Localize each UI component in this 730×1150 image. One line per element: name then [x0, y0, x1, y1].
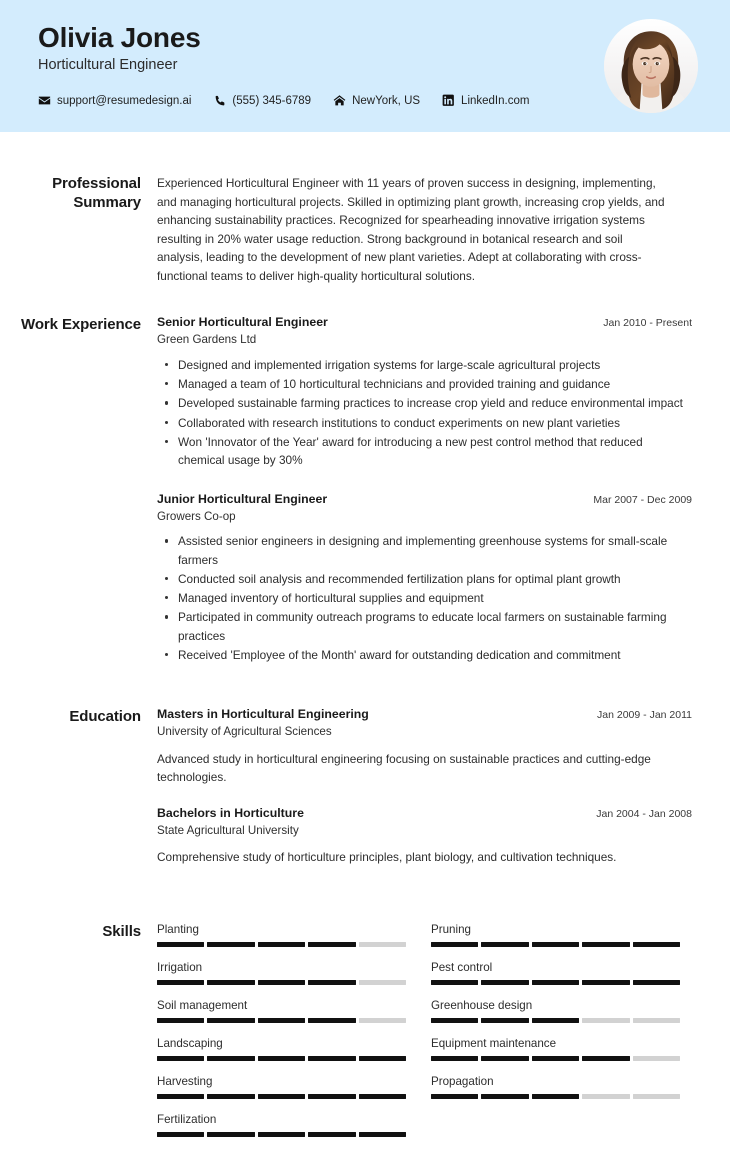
skill-rating-segment [359, 1018, 406, 1023]
skill-rating-segment [359, 1132, 406, 1137]
skill-rating-segment [157, 942, 204, 947]
skill-rating-segment [157, 1094, 204, 1099]
skill-rating-segment [207, 980, 254, 985]
skill-item [157, 1074, 406, 1099]
skill-rating-segment [633, 1056, 680, 1061]
education-entry-head [157, 707, 692, 723]
skill-rating-segment [481, 980, 528, 985]
skill-name: Planting [157, 922, 199, 936]
skill-name: Harvesting [157, 1074, 213, 1088]
skill-rating-segment [582, 1056, 629, 1061]
contact-linkedin[interactable] [442, 94, 529, 107]
experience-entry [157, 315, 692, 469]
skill-rating-segment [481, 1094, 528, 1099]
experience-job-title: Junior Horticultural Engineer [157, 491, 328, 506]
skill-name: Greenhouse design [431, 998, 533, 1012]
experience-entry-head [157, 315, 692, 331]
list-item: Collaborated with research institutions to conduct experiments on new plant varieties [178, 414, 686, 432]
skill-rating-segment [481, 942, 528, 947]
home-icon [333, 94, 346, 107]
contact-location-text: NewYork, US [352, 94, 421, 107]
email-icon [38, 94, 51, 107]
education-description: Advanced study in horticultural engineering focusing on sustainable practices and cutting-edge technologies. [157, 752, 651, 785]
experience-company: Growers Co-op [157, 509, 236, 523]
experience-bullet-list [157, 356, 692, 470]
skill-rating-segment [308, 942, 355, 947]
skill-item [157, 1036, 406, 1061]
experience-entry-head [157, 492, 692, 508]
skill-rating-segment [207, 1018, 254, 1023]
contact-location[interactable] [333, 94, 420, 107]
experience-job-title: Senior Horticultural Engineer [157, 315, 328, 330]
skill-rating-segment [359, 1094, 406, 1099]
skill-name: Pest control [431, 960, 493, 974]
skill-rating-segment [431, 1018, 478, 1023]
skill-rating-bar [157, 1018, 406, 1023]
skill-rating-segment [207, 1132, 254, 1137]
list-item: Managed a team of 10 horticultural technicians and provided training and guidance [178, 375, 686, 393]
skill-rating-segment [633, 942, 680, 947]
section-body-skills [157, 922, 692, 1150]
skill-rating-segment [532, 1094, 579, 1099]
list-item: Participated in community outreach programs to educate local farmers on sustainable farming practices [178, 608, 686, 645]
linkedin-icon [442, 94, 455, 107]
skill-rating-segment [481, 1056, 528, 1061]
section-body-summary [157, 174, 692, 285]
skill-rating-segment [308, 980, 355, 985]
contact-phone[interactable] [213, 94, 311, 107]
skill-rating-segment [359, 942, 406, 947]
section-label-skills: Skills [102, 922, 141, 940]
education-entry-head [157, 806, 692, 822]
list-item: Won 'Innovator of the Year' award for introducing a new pest control method that reduced chemical usage by 30% [178, 433, 686, 470]
education-description: Comprehensive study of horticulture principles, plant biology, and cultivation techniques. [157, 850, 617, 865]
skill-item [157, 922, 406, 947]
skill-rating-segment [157, 1056, 204, 1061]
list-item: Managed inventory of horticultural supplies and equipment [178, 589, 686, 607]
section-education [0, 707, 730, 878]
skill-item [157, 1112, 406, 1137]
experience-date-range: Mar 2007 - Dec 2009 [593, 493, 692, 506]
skill-rating-bar [431, 942, 680, 947]
skill-rating-segment [481, 1018, 528, 1023]
skill-rating-segment [582, 1094, 629, 1099]
skill-rating-segment [308, 1056, 355, 1061]
list-item: Developed sustainable farming practices to increase crop yield and reduce environmental impact [178, 394, 686, 412]
skill-rating-segment [532, 942, 579, 947]
skill-item [157, 960, 406, 985]
education-entry [157, 806, 692, 867]
education-institution: State Agricultural University [157, 823, 299, 837]
skill-name: Soil management [157, 998, 248, 1012]
skill-rating-segment [532, 1018, 579, 1023]
skill-rating-bar [157, 1132, 406, 1137]
avatar [604, 19, 698, 113]
list-item: Received 'Employee of the Month' award for outstanding dedication and commitment [178, 646, 686, 664]
education-date-range: Jan 2009 - Jan 2011 [597, 709, 692, 722]
skill-rating-segment [308, 1094, 355, 1099]
skill-name: Pruning [431, 922, 471, 936]
skill-item [431, 1036, 680, 1061]
candidate-name: Olivia Jones [38, 22, 201, 53]
summary-text: Experienced Horticultural Engineer with 11 years of proven success in designing, implementing, and managing horticultural projects. Skilled in optimizing plant growth, increasing crop yields, and enhancing sustainability practices. Recognized for spearheading innovative irrigation systems resulting in 20% water usage reduction. Strong background in botanical research and soil analysis, leading to the development of new plant varieties. Adept at collaborating with cross-functional teams to deliver high-quality horticultural solutions. [157, 176, 665, 283]
skill-rating-segment [582, 980, 629, 985]
skill-rating-bar [431, 1094, 680, 1099]
skill-rating-segment [258, 1056, 305, 1061]
skill-rating-bar [157, 942, 406, 947]
skill-rating-bar [431, 1056, 680, 1061]
list-item: Designed and implemented irrigation systems for large-scale agricultural projects [178, 356, 686, 374]
education-degree: Masters in Horticultural Engineering [157, 707, 369, 722]
contact-row [38, 94, 551, 107]
section-work-experience [0, 315, 730, 665]
skill-rating-bar [157, 1056, 406, 1061]
skill-rating-segment [207, 942, 254, 947]
skill-rating-bar [431, 1018, 680, 1023]
skill-rating-segment [633, 1094, 680, 1099]
skill-name: Equipment maintenance [431, 1036, 557, 1050]
education-date-range: Jan 2004 - Jan 2008 [596, 807, 692, 820]
list-item: Conducted soil analysis and recommended fertilization plans for optimal plant growth [178, 570, 686, 588]
list-item: Assisted senior engineers in designing and implementing greenhouse systems for small-scale farmers [178, 532, 686, 569]
phone-icon [213, 94, 226, 107]
section-label-experience: Work Experience [21, 316, 141, 334]
section-skills [0, 922, 730, 1150]
skill-rating-segment [258, 942, 305, 947]
skill-rating-segment [633, 1018, 680, 1023]
section-label-education: Education [69, 708, 141, 726]
skill-name: Fertilization [157, 1112, 217, 1126]
section-body-education [157, 707, 692, 878]
skill-rating-segment [157, 1018, 204, 1023]
skill-rating-bar [157, 1094, 406, 1099]
candidate-job-title: Horticultural Engineer [38, 57, 178, 74]
skill-name: Landscaping [157, 1036, 223, 1050]
section-body-experience [157, 315, 692, 665]
education-degree: Bachelors in Horticulture [157, 805, 304, 820]
skill-rating-segment [359, 980, 406, 985]
skill-rating-segment [532, 980, 579, 985]
skill-item [157, 998, 406, 1023]
skill-rating-segment [258, 980, 305, 985]
skill-rating-segment [258, 1132, 305, 1137]
resume-header [0, 0, 730, 132]
contact-email[interactable] [38, 94, 191, 107]
skill-rating-segment [431, 942, 478, 947]
skill-item [431, 1074, 680, 1099]
skill-rating-segment [431, 980, 478, 985]
experience-company: Green Gardens Ltd [157, 333, 257, 347]
experience-date-range: Jan 2010 - Present [603, 317, 692, 330]
resume-body [0, 174, 730, 1150]
section-label-summary: Professional Summary [52, 175, 141, 212]
skill-item [431, 922, 680, 947]
skill-rating-segment [308, 1018, 355, 1023]
skill-rating-segment [258, 1094, 305, 1099]
education-entry [157, 707, 692, 786]
experience-bullet-list [157, 532, 692, 664]
skill-rating-segment [359, 1056, 406, 1061]
skill-item [431, 960, 680, 985]
skill-rating-segment [431, 1094, 478, 1099]
contact-phone-text: (555) 345-6789 [232, 94, 312, 107]
skill-rating-segment [157, 980, 204, 985]
section-professional-summary [0, 174, 730, 285]
skill-rating-segment [207, 1056, 254, 1061]
skill-rating-segment [582, 942, 629, 947]
skill-name: Propagation [431, 1074, 494, 1088]
skill-rating-segment [633, 980, 680, 985]
skill-rating-segment [157, 1132, 204, 1137]
skill-item [431, 998, 680, 1023]
skill-rating-segment [431, 1056, 478, 1061]
skill-rating-bar [157, 980, 406, 985]
skill-rating-bar [431, 980, 680, 985]
contact-linkedin-text: LinkedIn.com [461, 94, 530, 107]
experience-entry [157, 492, 692, 665]
skill-rating-segment [258, 1018, 305, 1023]
skill-rating-segment [207, 1094, 254, 1099]
education-institution: University of Agricultural Sciences [157, 725, 332, 739]
skill-rating-segment [532, 1056, 579, 1061]
skill-rating-segment [582, 1018, 629, 1023]
skill-name: Irrigation [157, 960, 203, 974]
contact-email-text: support@resumedesign.ai [57, 94, 192, 107]
skill-rating-segment [308, 1132, 355, 1137]
skills-grid [157, 922, 692, 1150]
